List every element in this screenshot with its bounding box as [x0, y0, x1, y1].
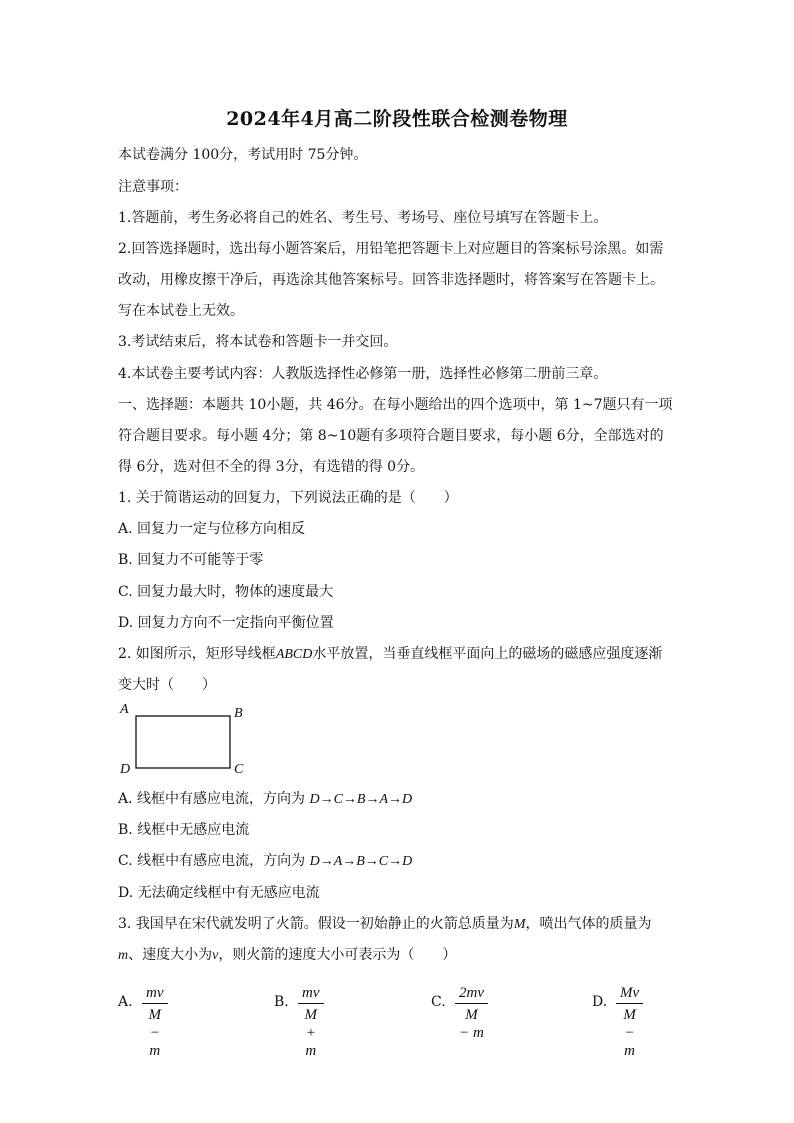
q2-stem	[118, 645, 662, 664]
q1-option-a: A. 回复力一定与位移方向相反	[118, 521, 306, 537]
note-line: 2.回答选择题时，选出每小题答案后，用铅笔把答题卡上对应题目的答案标号涂黑。如需	[118, 241, 664, 257]
option-letter: D.	[592, 994, 608, 1010]
page-title: 2024年4月高二阶段性联合检测卷物理	[226, 108, 568, 130]
q2-stem-var: ABCD	[275, 647, 313, 662]
notice-heading: 注意事项：	[118, 179, 188, 195]
note-line: 3.考试结束后，将本试卷和答题卡一并交回。	[118, 334, 398, 350]
q3-var-m: m	[118, 948, 129, 963]
current-path: D→A→B→C→D	[309, 854, 413, 869]
q2-stem-part: 水平放置，当垂直线框平面向上的磁场的磁感应强度逐渐	[312, 646, 663, 662]
fraction	[142, 984, 168, 1060]
q2-option-c	[118, 852, 412, 871]
q2-stem-part: 2. 如图所示，矩形导线框	[118, 646, 276, 662]
fraction-numerator: 2mv	[459, 985, 484, 1001]
note-line: 1.答题前，考生务必将自己的姓名、考生号、考场号、座位号填写在答题卡上。	[118, 210, 608, 226]
q2-option-d: D. 无法确定线框中有无感应电流	[118, 885, 320, 901]
corner-label-a: A	[120, 702, 129, 717]
q2-option-b: B. 线框中无感应电流	[118, 822, 250, 838]
section-heading: 一、选择题：本题共 10小题，共 46分。在每小题给出的四个选项中，第 1~7题只有一项	[118, 397, 673, 413]
fraction	[455, 984, 488, 1042]
q3-stem	[118, 915, 651, 934]
note-line: 4.本试卷主要考试内容：人教版选择性必修第一册，选择性必修第二册前三章。	[118, 366, 608, 382]
q3-stem-part: ，则火箭的速度大小可表示为（ ）	[218, 947, 457, 963]
fraction	[298, 984, 324, 1060]
corner-label-b: B	[234, 706, 243, 721]
rectangle-frame-diagram	[118, 702, 258, 782]
q1-option-d: D. 回复力方向不一定指向平衡位置	[118, 615, 334, 631]
q2-stem-line2: 变大时（ ）	[118, 677, 216, 693]
option-letter: A.	[118, 994, 133, 1010]
q2-option-a	[118, 790, 412, 809]
fraction	[616, 984, 643, 1060]
q2-option-text: A. 线框中有感应电流，方向为	[118, 791, 310, 807]
q3-stem-part: 、速度大小为	[128, 947, 213, 963]
q1-stem: 1. 关于简谐运动的回复力，下列说法正确的是（ ）	[118, 490, 458, 506]
fraction-denominator: M − m	[459, 1007, 484, 1041]
q3-stem-part: ，喷出气体的质量为	[525, 916, 652, 932]
fraction-denominator: M − m	[148, 1007, 161, 1059]
q3-stem-part: 3. 我国早在宋代就发明了火箭。假设一初始静止的火箭总质量为	[118, 916, 514, 932]
option-letter: C.	[431, 994, 446, 1010]
intro-text: 本试卷满分 100分，考试用时 75分钟。	[118, 147, 368, 163]
section-text: 符合题目要求。每小题 4分；第 8~10题有多项符合题目要求，每小题 6分，全部选对的	[118, 428, 664, 444]
fraction-numerator: Mv	[620, 985, 640, 1001]
corner-label-c: C	[234, 762, 244, 777]
fraction-denominator: M − m	[623, 1007, 636, 1059]
q3-var-M: M	[513, 917, 526, 932]
note-line: 写在本试卷上无效。	[118, 303, 244, 319]
q2-option-text: C. 线框中有感应电流，方向为	[118, 853, 310, 869]
q3-var-v: v	[212, 948, 219, 963]
fraction-denominator: M + m	[304, 1007, 317, 1059]
fraction-numerator: mv	[146, 985, 164, 1001]
option-letter: B.	[274, 994, 289, 1010]
q1-option-b: B. 回复力不可能等于零	[118, 552, 264, 568]
section-text: 得 6分，选对但不全的得 3分，有选错的得 0分。	[118, 459, 425, 475]
q3-options	[118, 984, 678, 1059]
wire-frame-rect	[136, 716, 230, 768]
fraction-numerator: mv	[302, 985, 320, 1001]
q3-stem-line2	[118, 946, 456, 965]
current-path: D→C→B→A→D	[309, 792, 413, 807]
corner-label-d: D	[120, 762, 131, 777]
note-line: 改动，用橡皮擦干净后，再选涂其他答案标号。回答非选择题时，将答案写在答题卡上。	[118, 272, 664, 288]
q1-option-c: C. 回复力最大时，物体的速度最大	[118, 584, 334, 600]
